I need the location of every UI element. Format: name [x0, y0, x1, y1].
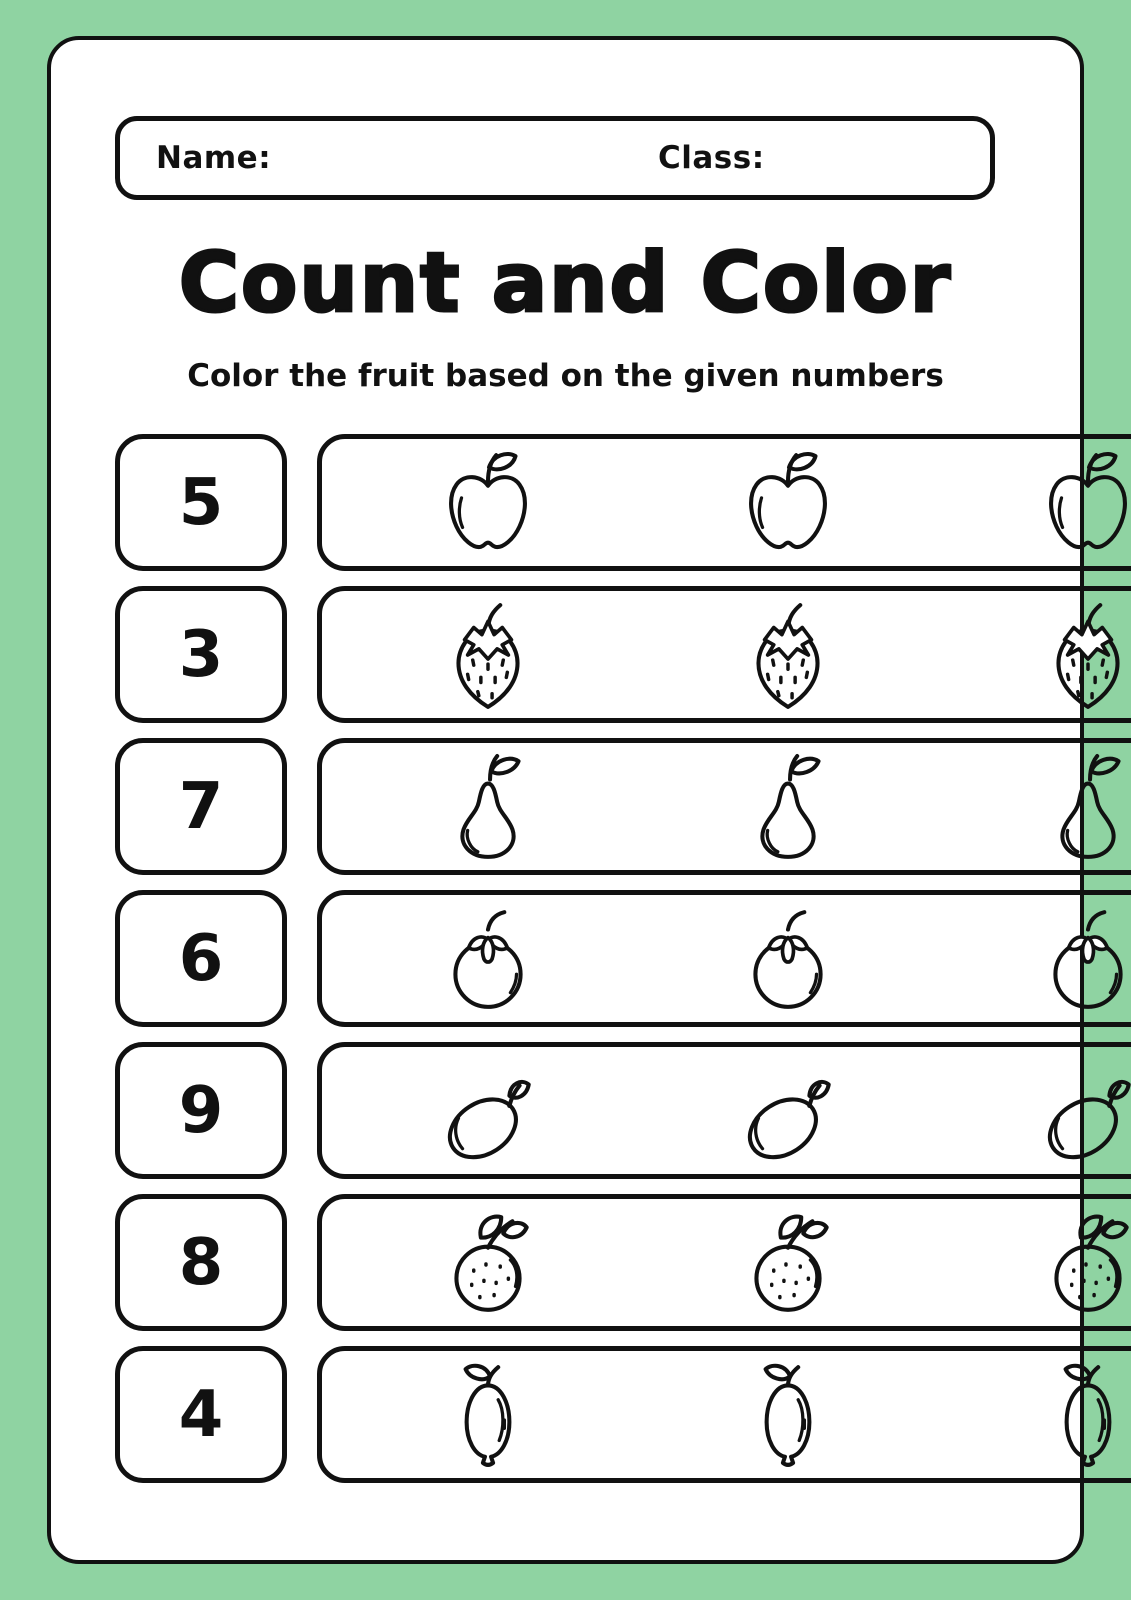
apple-icon [638, 447, 938, 559]
orange-icon [338, 1207, 638, 1319]
lemon-icon [938, 1359, 1131, 1471]
lemon-icon [338, 1359, 638, 1471]
number-box [115, 1042, 287, 1179]
number-label: 7 [178, 769, 224, 844]
page-title: Count and Color [178, 236, 953, 331]
pear-icon [938, 751, 1131, 863]
count-row [115, 890, 1015, 1027]
fruit-box [317, 890, 1131, 1027]
strawberry-icon [638, 599, 938, 711]
rows-container [115, 434, 1015, 1483]
count-row [115, 1042, 1015, 1179]
number-label: 3 [178, 617, 224, 692]
name-label: Name: [156, 140, 272, 176]
number-label: 9 [178, 1073, 224, 1148]
pear-icon [638, 751, 938, 863]
orange-icon [638, 1207, 938, 1319]
number-box [115, 434, 287, 571]
number-box [115, 586, 287, 723]
worksheet-sheet [47, 36, 1084, 1564]
number-label: 5 [178, 465, 224, 540]
strawberry-icon [938, 599, 1131, 711]
count-row [115, 1346, 1015, 1483]
number-label: 4 [178, 1377, 224, 1452]
lemon-icon [638, 1359, 938, 1471]
apple-icon [938, 447, 1131, 559]
orange-icon [938, 1207, 1131, 1319]
name-class-box [115, 116, 995, 200]
fruit-box [317, 1194, 1131, 1331]
fruit-box [317, 434, 1131, 571]
mango-icon [638, 1055, 938, 1167]
count-row [115, 738, 1015, 875]
mango-icon [938, 1055, 1131, 1167]
page-subtitle: Color the fruit based on the given numbers [187, 358, 944, 394]
mangosteen-icon [938, 903, 1131, 1015]
strawberry-icon [338, 599, 638, 711]
fruit-box [317, 738, 1131, 875]
number-label: 8 [178, 1225, 224, 1300]
number-box [115, 1194, 287, 1331]
class-label: Class: [658, 140, 765, 176]
fruit-box [317, 1346, 1131, 1483]
pear-icon [338, 751, 638, 863]
count-row [115, 1194, 1015, 1331]
count-row [115, 434, 1015, 571]
mangosteen-icon [638, 903, 938, 1015]
number-label: 6 [178, 921, 224, 996]
apple-icon [338, 447, 638, 559]
mango-icon [338, 1055, 638, 1167]
mangosteen-icon [338, 903, 638, 1015]
number-box [115, 1346, 287, 1483]
fruit-box [317, 1042, 1131, 1179]
number-box [115, 738, 287, 875]
number-box [115, 890, 287, 1027]
fruit-box [317, 586, 1131, 723]
count-row [115, 586, 1015, 723]
